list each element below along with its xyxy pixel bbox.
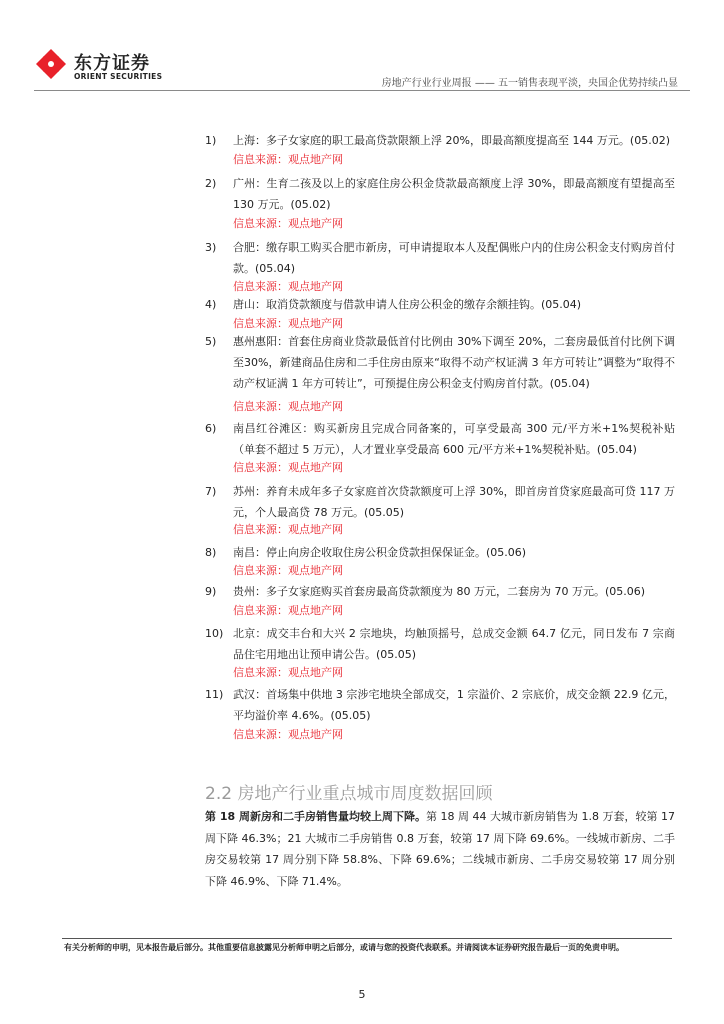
report-header-title: 房地产行业行业周报 —— 五一销售表现平淡，央国企优势持续凸显 <box>381 78 678 89</box>
list-item <box>205 294 675 315</box>
list-item-number: 8) <box>205 546 217 559</box>
list-item <box>205 684 675 726</box>
section-paragraph <box>205 806 675 892</box>
list-item-text: 北京：成交丰台和大兴 2 宗地块，均触顶摇号，总成交金额 64.7 亿元，同日发布 7 宗商品住宅用地出让预申请公告。(05.05) <box>233 627 675 661</box>
list-item-number: 2) <box>205 177 217 190</box>
list-item <box>205 173 675 215</box>
list-item-text: 合肥：缴存职工购买合肥市新房，可申请提取本人及配偶账户内的住房公积金支付购房首付款。(05.04) <box>233 241 675 275</box>
source-link[interactable]: 信息来源：观点地产网 <box>233 461 343 474</box>
orient-securities-logo-icon <box>34 47 68 81</box>
list-item-number: 11) <box>205 688 224 701</box>
list-item-number: 6) <box>205 422 217 435</box>
source-link[interactable]: 信息来源：观点地产网 <box>233 666 343 679</box>
list-item-number: 7) <box>205 485 217 498</box>
footer-disclaimer: 有关分析师的申明，见本报告最后部分。其他重要信息披露见分析师申明之后部分，或请与您的投资代表联系。并请阅读本证券研究报告最后一页的免责申明。 <box>64 943 624 952</box>
logo-english-name: ORIENT SECURITIES <box>74 72 163 81</box>
source-link[interactable]: 信息来源：观点地产网 <box>233 523 343 536</box>
list-item-number: 1) <box>205 134 217 147</box>
list-item-text: 贵州：多子女家庭购买首套房最高贷款额度为 80 万元，二套房为 70 万元。(05.06) <box>233 585 646 598</box>
list-item <box>205 623 675 665</box>
list-item <box>205 331 675 394</box>
paragraph-body: 第 18 周 44 大城市新房销售为 1.8 万套，较第 17 周下降 46.3%；21 大城市二手房销售 0.8 万套，较第 17 周下降 69.6%。一线城市新房、二手房交易较第 17 周分别下降 58.8%、下降 69.6%；二线城市新房、二手房交易较第 17 周分别下降 46.9%、下降 71.4%。 <box>205 810 675 888</box>
source-link[interactable]: 信息来源：观点地产网 <box>233 604 343 617</box>
list-item <box>205 581 675 602</box>
footer-divider <box>62 938 672 939</box>
list-item-number: 3) <box>205 241 217 254</box>
list-item-number: 4) <box>205 298 217 311</box>
list-item-number: 5) <box>205 335 217 348</box>
list-item-text: 苏州：养育未成年多子女家庭首次贷款额度可上浮 30%，即首房首贷家庭最高可贷 117 万元，个人最高贷 78 万元。(05.05) <box>233 485 675 519</box>
section-heading: 2.2 房地产行业重点城市周度数据回顾 <box>205 784 493 804</box>
company-logo <box>34 47 164 87</box>
list-item <box>205 130 675 151</box>
header-divider <box>34 90 690 91</box>
list-item <box>205 481 675 523</box>
page-number: 5 <box>358 988 366 1001</box>
list-item-text: 惠州惠阳：首套住房商业贷款最低首付比例由 30%下调至 20%，二套房最低首付比例下调至30%，新建商品住房和二手住房由原来“取得不动产权证满 3 年方可转让”调整为“取得不动产权证满 1 年方可转让”，可预提住房公积金支付购房首付款。(05.04) <box>233 335 675 390</box>
list-item <box>205 418 675 460</box>
source-link[interactable]: 信息来源：观点地产网 <box>233 400 343 413</box>
logo-chinese-name: 东方证券 <box>74 53 150 74</box>
list-item <box>205 237 675 279</box>
list-item <box>205 542 675 563</box>
list-item-number: 9) <box>205 585 217 598</box>
source-link[interactable]: 信息来源：观点地产网 <box>233 317 343 330</box>
list-item-text: 南昌：停止向房企收取住房公积金贷款担保保证金。(05.06) <box>233 546 527 559</box>
source-link[interactable]: 信息来源：观点地产网 <box>233 564 343 577</box>
source-link[interactable]: 信息来源：观点地产网 <box>233 728 343 741</box>
list-item-text: 上海：多子女家庭的职工最高贷款限额上浮 20%，即最高额度提高至 144 万元。(05.02) <box>233 134 671 147</box>
paragraph-lead: 第 18 周新房和二手房销售量均较上周下降。 <box>205 810 426 823</box>
list-item-text: 广州：生育二孩及以上的家庭住房公积金贷款最高额度上浮 30%，即最高额度有望提高至 130 万元。(05.02) <box>233 177 675 211</box>
list-item-text: 唐山：取消贷款额度与借款申请人住房公积金的缴存余额挂钩。(05.04) <box>233 298 582 311</box>
source-link[interactable]: 信息来源：观点地产网 <box>233 217 343 230</box>
list-item-number: 10) <box>205 627 224 640</box>
source-link[interactable]: 信息来源：观点地产网 <box>233 153 343 166</box>
list-item-text: 武汉：首场集中供地 3 宗涉宅地块全部成交，1 宗溢价、2 宗底价，成交金额 22.9 亿元，平均溢价率 4.6%。(05.05) <box>233 688 675 722</box>
list-item-text: 南昌红谷滩区：购买新房且完成合同备案的，可享受最高 300 元/平方米+1%契税补贴（单套不超过 5 万元），人才置业享受最高 600 元/平方米+1%契税补贴。(05.04) <box>233 422 675 456</box>
source-link[interactable]: 信息来源：观点地产网 <box>233 280 343 293</box>
